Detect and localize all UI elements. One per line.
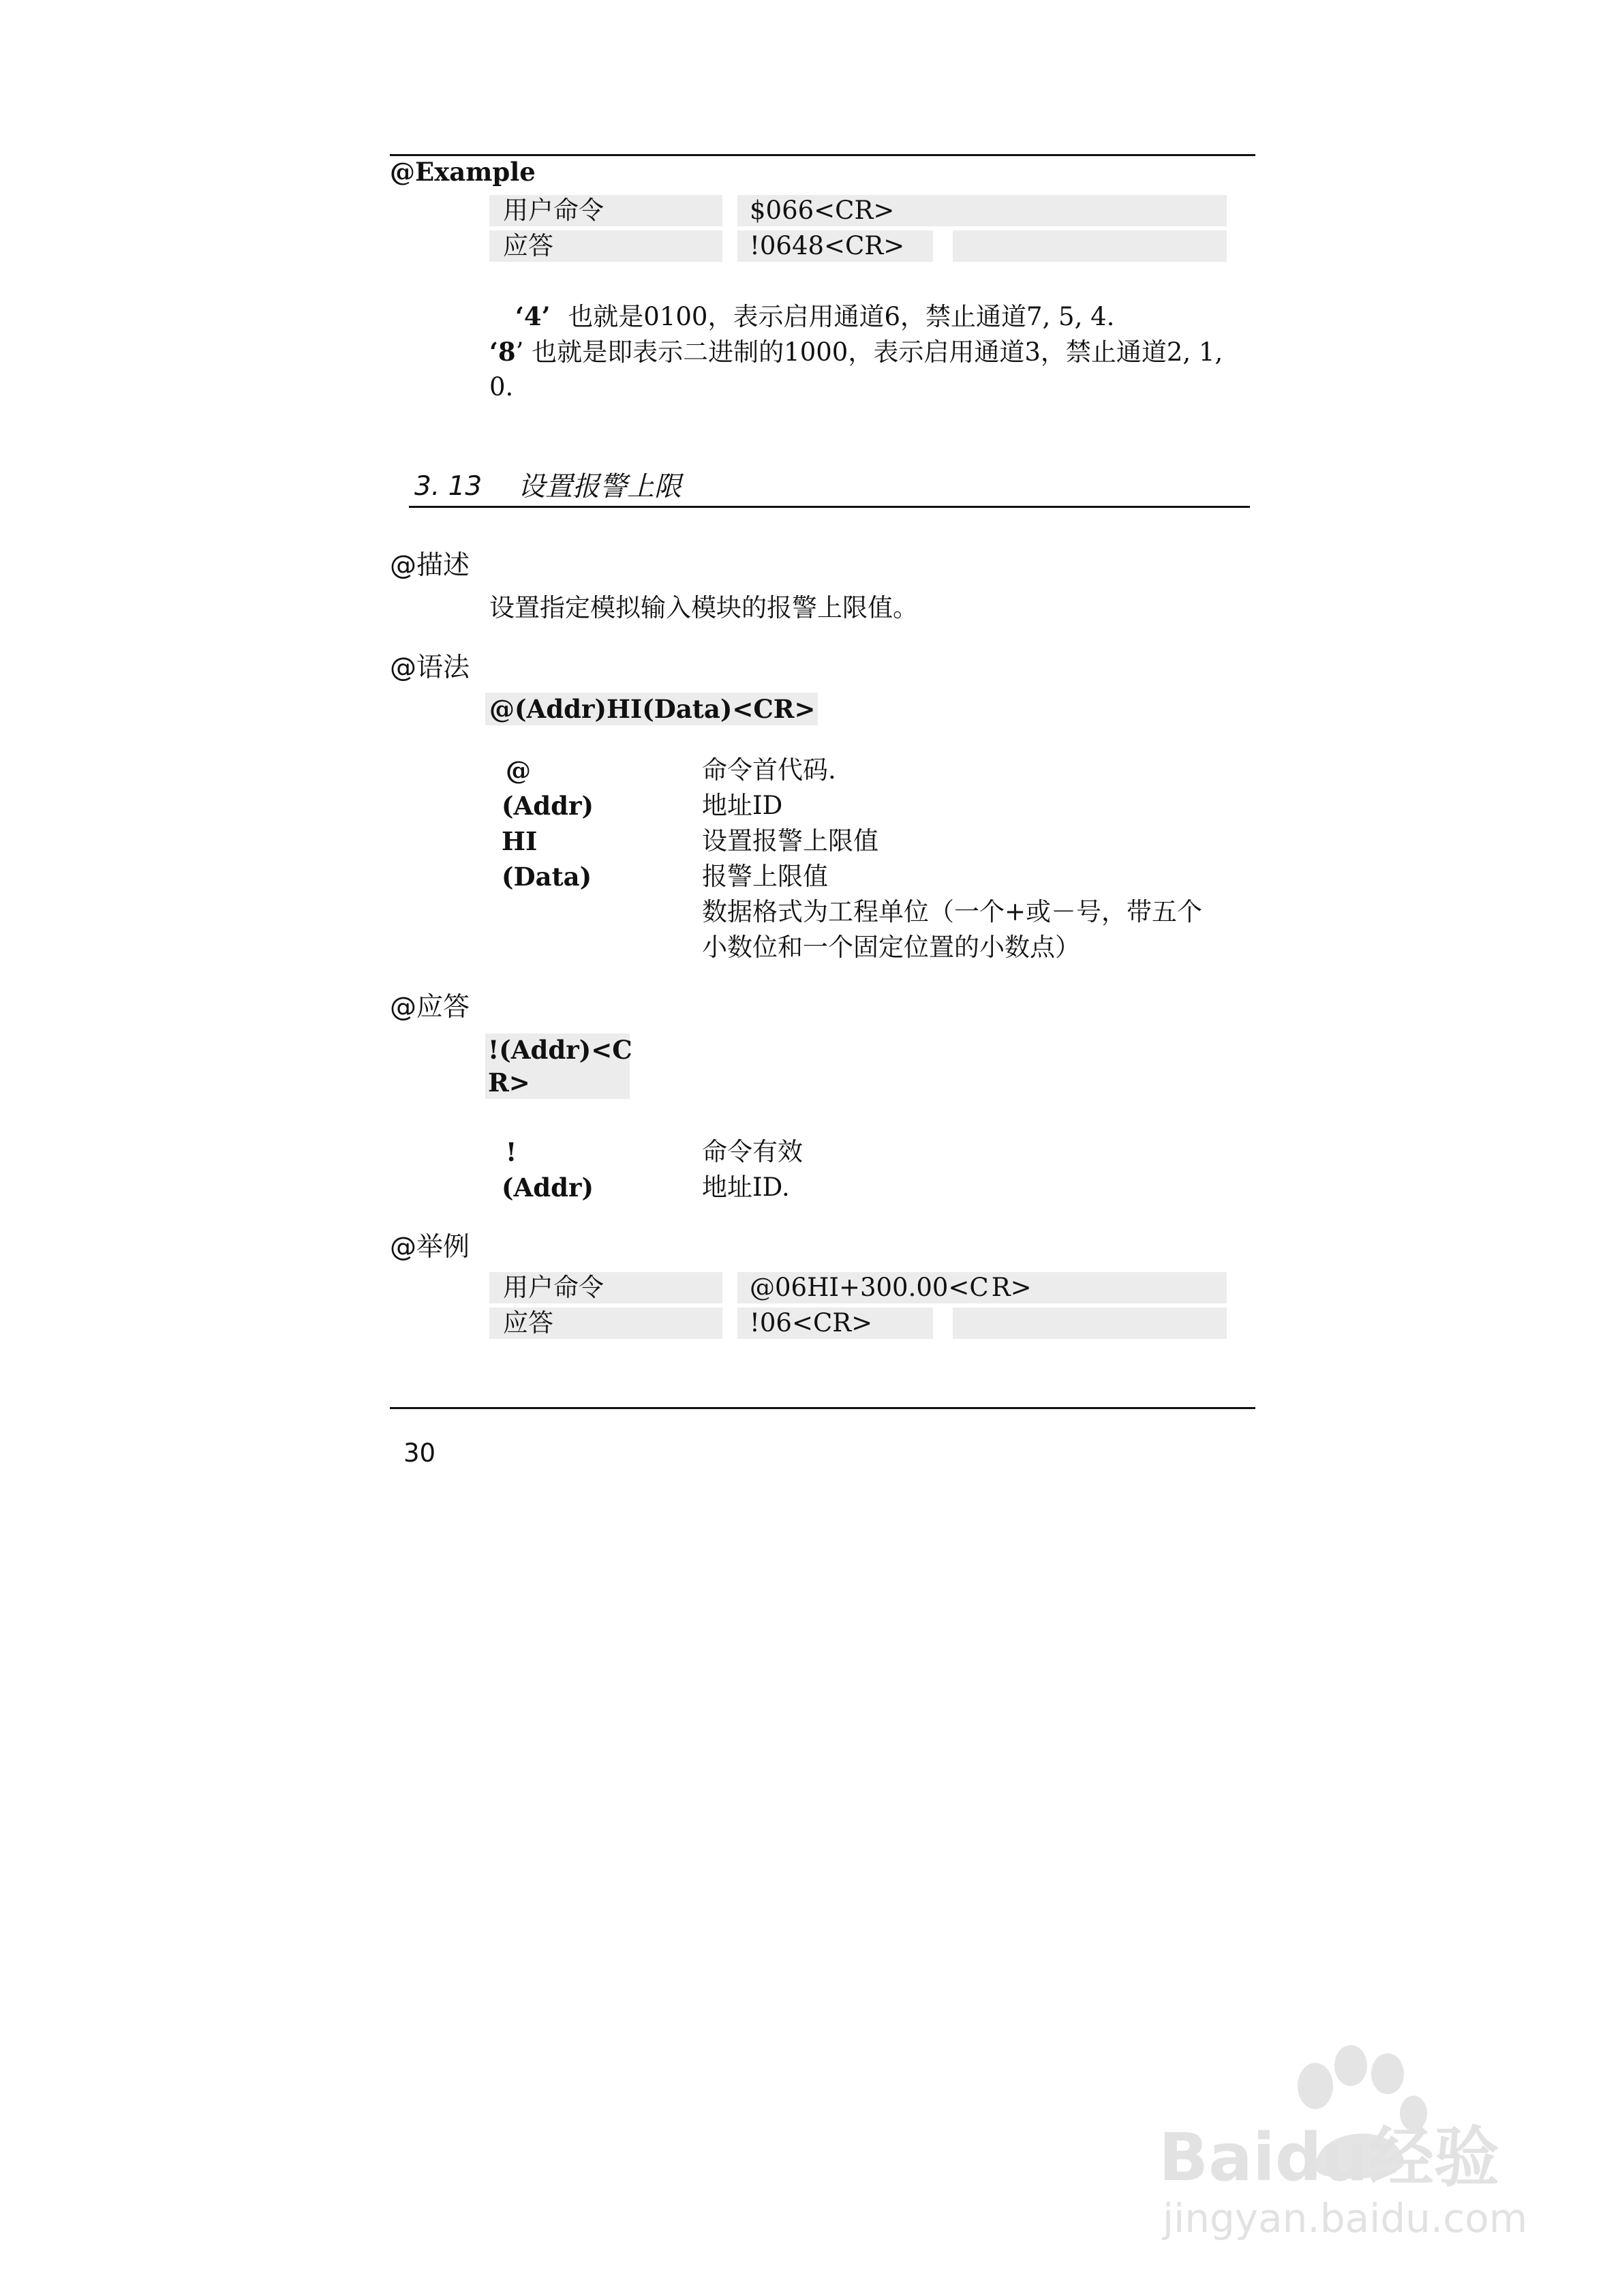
note-line-2 (489, 334, 1223, 370)
response-param-1-key: (Addr) (502, 1173, 594, 1203)
syntax-param-3-key: (Data) (502, 862, 592, 892)
response-param-0-key: ! (506, 1137, 517, 1167)
syntax-param-2-key: HI (502, 826, 538, 856)
note-line-2-key: ‘8 (489, 337, 516, 367)
response-param-0-desc: 命令有效 (702, 1137, 803, 1166)
section-number: 3. 13 (414, 471, 483, 502)
example2-row-1-value-main: @06HI+300.00<C (750, 1273, 989, 1302)
example2-row-2-label: 应答 (503, 1308, 553, 1338)
baidu-watermark (1159, 2045, 1554, 2250)
example2-row-2-value: !06<CR> (750, 1308, 873, 1338)
example-heading: @Example (390, 157, 536, 187)
watermark-brand: Baidu经验 (1159, 2119, 1499, 2196)
note-line-1 (515, 299, 1114, 335)
response-command-line-2: R> (488, 1068, 530, 1098)
note-line-3: 0. (489, 372, 514, 402)
response-param-1-desc: 地址ID. (702, 1173, 790, 1202)
example2-row-1-value-tail: R> (991, 1273, 1032, 1302)
bottom-rule (390, 1407, 1255, 1409)
syntax-param-1-desc: 地址ID (702, 791, 783, 820)
example-row-1-label: 用户命令 (503, 196, 604, 225)
example2-label: @举例 (390, 1232, 470, 1263)
watermark-url: jingyan.baidu.com (1163, 2195, 1528, 2241)
note-line-1-key: ‘4’ (515, 301, 551, 331)
example-row-2-label: 应答 (503, 231, 553, 260)
syntax-command: @(Addr)HI(Data)<CR> (489, 694, 816, 724)
section-rule (409, 506, 1250, 508)
note-line-1-text: 也就是0100，表示启用通道6，禁止通道7, 5, 4. (568, 302, 1115, 331)
example2-row-1-value (750, 1270, 1032, 1305)
syntax-param-0-key: @ (506, 755, 531, 785)
page-number: 30 (403, 1438, 436, 1468)
example-row-2-value: !0648<CR> (750, 231, 905, 260)
response-command-line-1: !(Addr)<C (488, 1035, 632, 1065)
syntax-param-1-key: (Addr) (502, 791, 594, 821)
description-text: 设置指定模拟输入模块的报警上限值。 (489, 593, 918, 622)
section-title: 设置报警上限 (518, 471, 682, 502)
note-line-2-text: ’ 也就是即表示二进制的1000，表示启用通道3，禁止通道2, 1, (515, 337, 1223, 367)
syntax-data-format-line-1: 数据格式为工程单位（一个+或－号，带五个 (702, 897, 1203, 926)
syntax-param-3-desc: 报警上限值 (702, 862, 828, 891)
syntax-param-0-desc: 命令首代码. (702, 755, 836, 785)
syntax-label: @语法 (390, 652, 470, 683)
syntax-data-format-line-2: 小数位和一个固定位置的小数点） (702, 933, 1080, 962)
response-label: @应答 (390, 992, 470, 1023)
description-label: @描述 (390, 550, 470, 581)
example-row-1-value: $066<CR> (750, 196, 895, 225)
example2-row-1-label: 用户命令 (503, 1273, 604, 1302)
syntax-param-2-desc: 设置报警上限值 (702, 826, 878, 856)
